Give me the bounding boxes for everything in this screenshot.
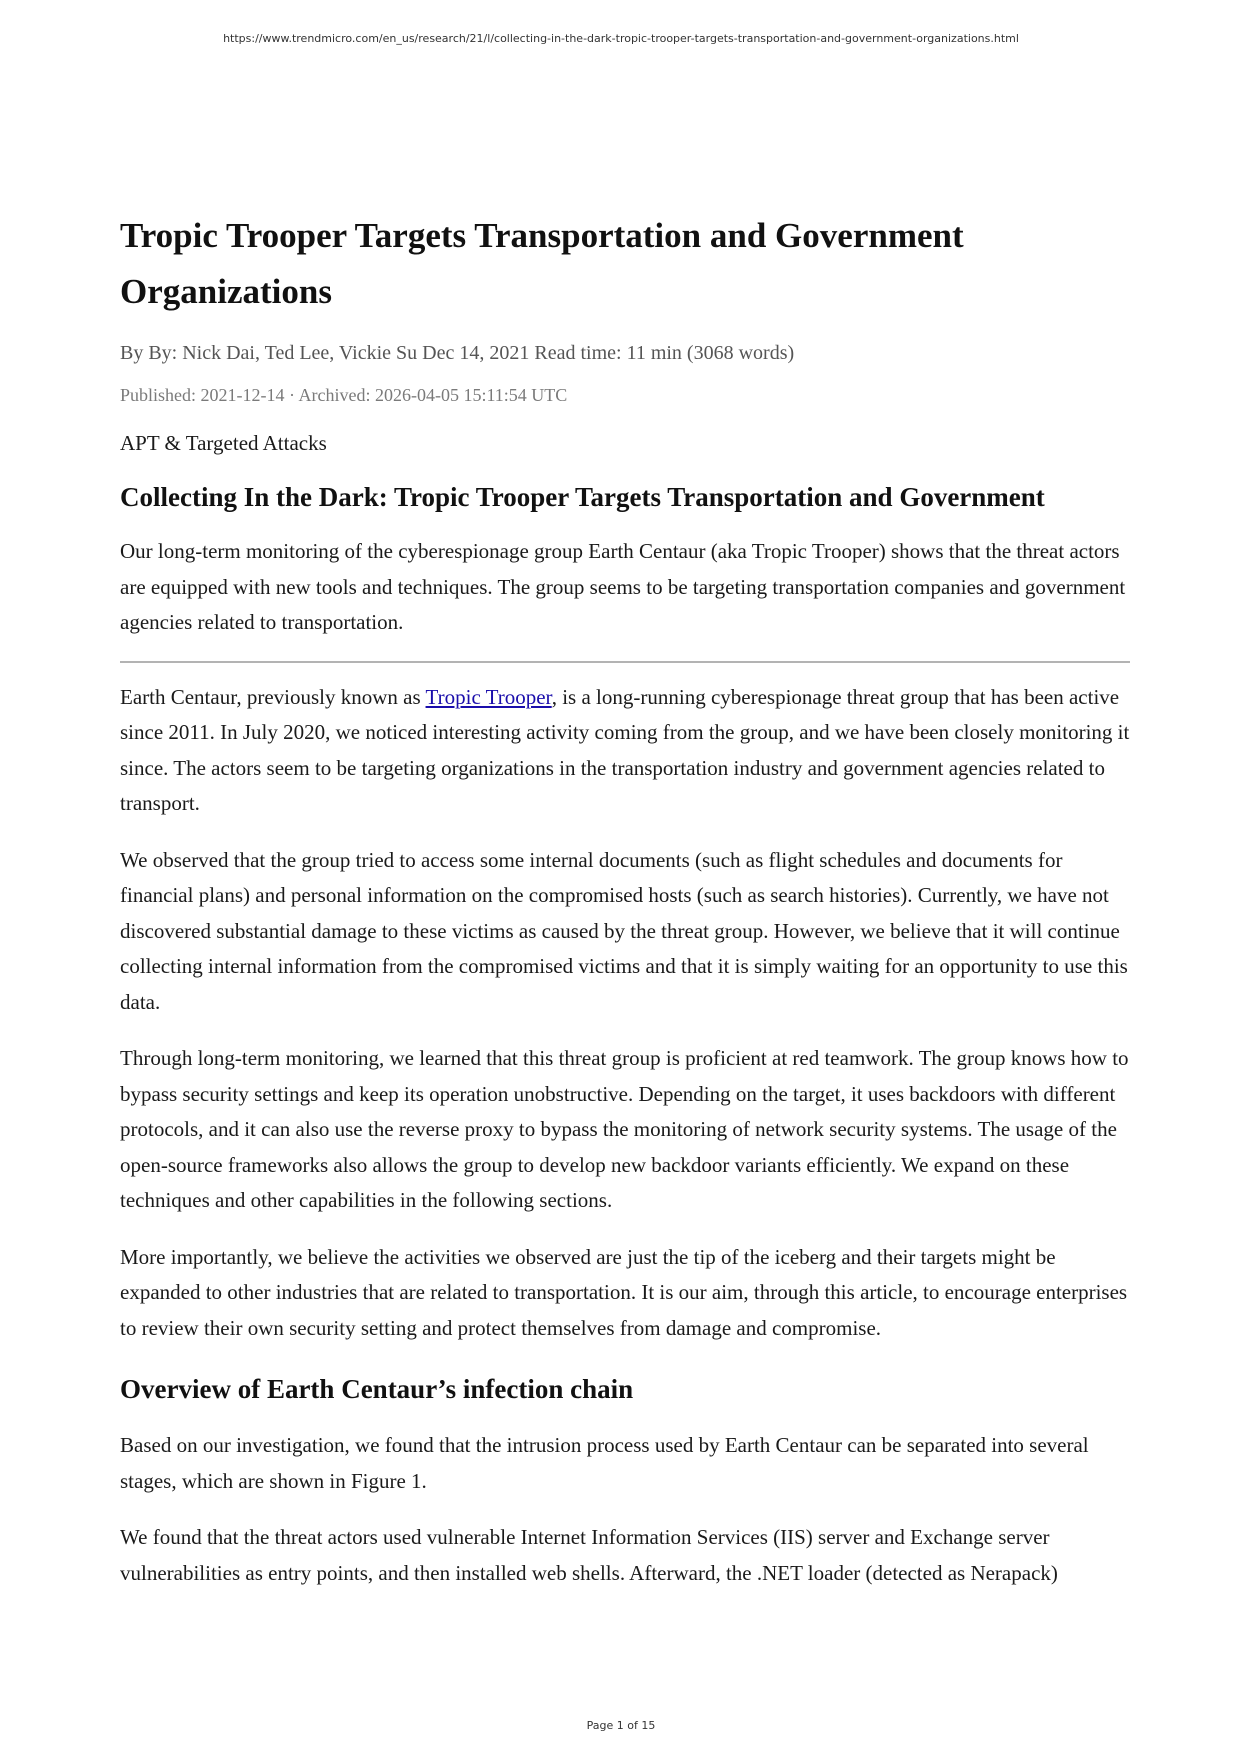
- published-date: Published: 2021-12-14 · Archived: 2026-04-05 15:11:54 UTC: [120, 385, 568, 405]
- section-heading-collecting: Collecting In the Dark: Tropic Trooper Targets Transportation and Government: [120, 482, 1045, 512]
- paragraph-text: Earth Centaur, previously known as: [120, 684, 426, 709]
- paragraph-iceberg: More importantly, we believe the activities we observed are just the tip of the iceberg and their targets might be expanded to other industries that are related to transportation. It is our aim, through this article, to encourage enterprises to review their own security setting and protect themselves from damage and compromise.: [120, 1244, 1128, 1340]
- paragraph-observed: We observed that the group tried to access some internal documents (such as flight schedules and documents for financial plans) and personal information on the compromised hosts (such as search histories). Currently, we have not discovered substantial damage to these victims as caused by the threat group. However, we believe that it will continue collecting internal information from the compromised victims and that it is simply waiting for an opportunity to use this data.: [120, 847, 1128, 1014]
- intro-paragraph: Our long-term monitoring of the cyberespionage group Earth Centaur (aka Tropic Trooper) shows that the threat actors are equipped with new tools and techniques. The group seems to be targeting transportation companies and government agencies related to transportation.: [120, 539, 1126, 634]
- tropic-trooper-link[interactable]: Tropic Trooper: [425, 684, 552, 709]
- paragraph-earth-centaur: [120, 680, 1130, 822]
- page-number: Page 1 of 15: [586, 1719, 656, 1732]
- article: [120, 208, 1130, 1591]
- section-heading-overview: Overview of Earth Centaur’s infection chain: [120, 1374, 634, 1404]
- paragraph-text: , is a long-running cyberespionage threat group that has been active since 2011. In July 2020, we noticed interesting activity coming from the group, and we have been closely monitoring it since. The actors seem to be targeting organizations in the transportation industry and government agencies related to transport.: [120, 684, 1130, 815]
- paragraph-monitoring: Through long-term monitoring, we learned that this threat group is proficient at red teamwork. The group knows how to bypass security settings and keep its operation unobstructive. Depending on the target, it uses backdoors with different protocols, and it can also use the reverse proxy to bypass the monitoring of network security systems. The usage of the open-source frameworks also allows the group to develop new backdoor variants efficiently. We expand on these techniques and other capabilities in the following sections.: [120, 1046, 1129, 1212]
- article-category: APT & Targeted Attacks: [120, 431, 327, 455]
- article-byline: By By: Nick Dai, Ted Lee, Vickie Su Dec 14, 2021 Read time: 11 min (3068 words): [120, 342, 795, 364]
- paragraph-investigation: Based on our investigation, we found that the intrusion process used by Earth Centaur can be separated into several stages, which are shown in Figure 1.: [120, 1433, 1089, 1493]
- divider: [120, 661, 1130, 663]
- article-title: Tropic Trooper Targets Transportation and Government Organizations: [120, 216, 964, 311]
- page-url: https://www.trendmicro.com/en_us/research/21/l/collecting-in-the-dark-tropic-trooper-targets-transportation-and-government-organizations.html: [223, 32, 1019, 45]
- paragraph-entry-points: We found that the threat actors used vulnerable Internet Information Services (IIS) server and Exchange server vulnerabilities as entry points, and then installed web shells. Afterward, the .NET loader (detected as Nerapack): [120, 1525, 1058, 1585]
